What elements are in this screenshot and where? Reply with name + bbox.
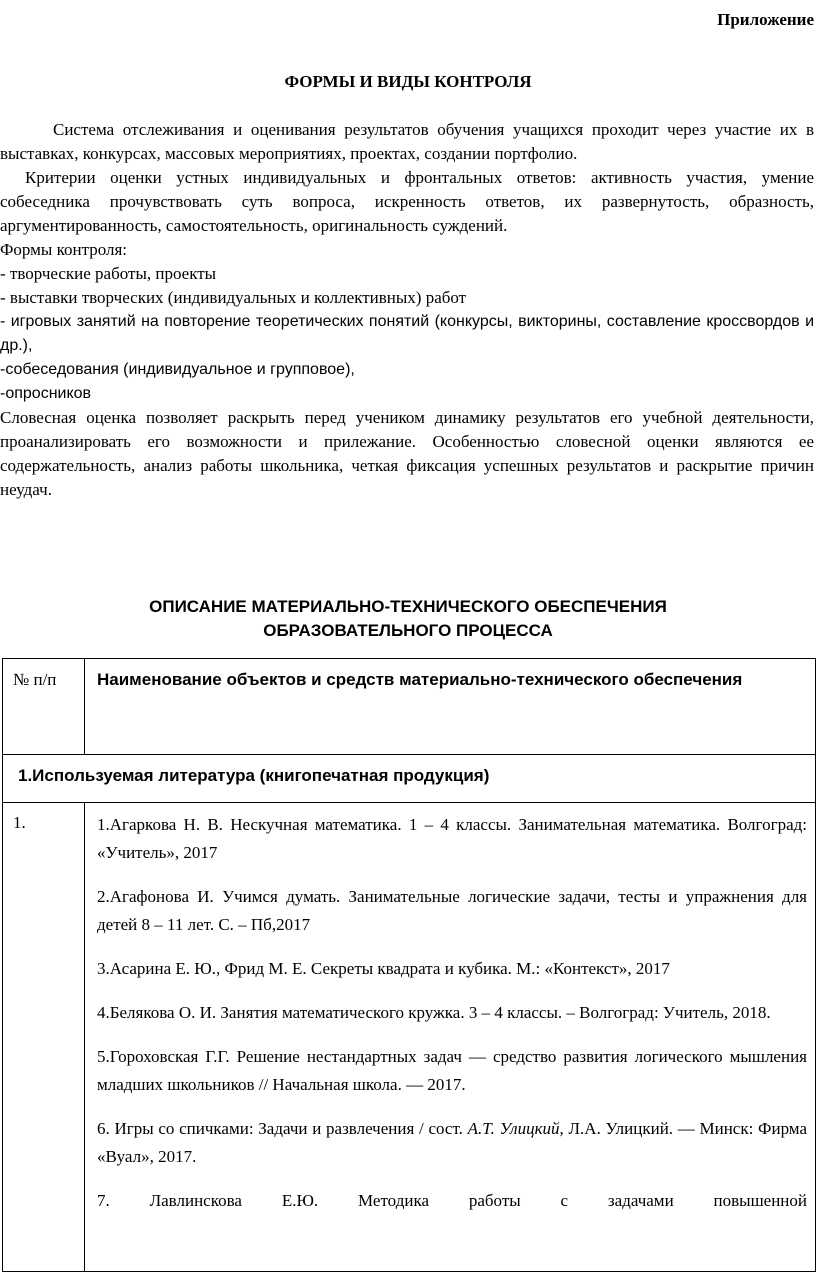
forms-control-title: ФОРМЫ И ВИДЫ КОНТРОЛЯ — [284, 72, 532, 91]
form-item: - творческие работы, проекты — [0, 264, 217, 283]
forms-heading: Формы контроля: — [0, 240, 128, 259]
form-item: -собеседования (индивидуальное и групповое), — [0, 361, 355, 378]
paragraph-criteria: Критерии оценки устных индивидуальных и фронтальных ответов: активность участия, умение собеседника прочувствовать суть вопроса, искренность ответов, их развернутость, образность, аргументированность, самостоятельность, оригинальность суждений. — [0, 168, 814, 235]
paragraph-verbal-assessment: Словесная оценка позволяет раскрыть перед учеником динамику результатов его учебной деятельности, проанализировать его возможности и прилежание. Особенностью словесной оценки являются ее содержательность, анализ работы школьника, четкая фиксация успешных результатов и раскрытие причин неудач. — [0, 408, 814, 499]
intro-text — [0, 118, 814, 502]
table-section-row — [3, 755, 816, 803]
book-item: 1.Агаркова Н. В. Нескучная математика. 1 – 4 классы. Занимательная математика. Волгоград: «Учитель», 2017 — [97, 815, 807, 862]
book-item — [97, 1115, 807, 1171]
paragraph-tracking: Система отслеживания и оценивания результатов обучения учащихся проходит через участие их в выставках, конкурсах, массовых мероприятиях, проектах, создании портфолио. — [0, 120, 814, 163]
book-author: А.Т. Улицкий — [467, 1119, 560, 1138]
appendix-label: Приложение — [717, 10, 814, 29]
book-item: 4.Белякова О. И. Занятия математического кружка. 3 – 4 классы. – Волгоград: Учитель, 2018. — [97, 1003, 771, 1022]
books-cell — [85, 803, 816, 1272]
section-cell: 1.Используемая литература (книгопечатная продукция) — [3, 755, 816, 803]
form-item: - игровых занятий на повторение теоретических понятий (конкурсы, викторины, составление кроссвордов и др.), — [0, 313, 814, 354]
book-item: 5.Гороховская Г.Г. Решение нестандартных задач — средство развития логического мышления младших школьников // Начальная школа. — 2017. — [97, 1047, 807, 1094]
book-item: 7. Лавлинскова Е.Ю. Методика работы с задачами повышенной — [97, 1191, 807, 1210]
header-number-cell: № п/п — [3, 659, 85, 755]
title-line: ОБРАЗОВАТЕЛЬНОГО ПРОЦЕССА — [263, 621, 553, 640]
header-name-cell: Наименование объектов и средств материально-технического обеспечения — [85, 659, 816, 755]
material-support-table — [2, 658, 816, 1272]
form-item: -опросников — [0, 385, 92, 402]
book-prefix: 6. Игры со спичками: Задачи и развлечения / сост. — [97, 1119, 468, 1138]
form-item: - выставки творческих (индивидуальных и коллективных) работ — [0, 288, 467, 307]
book-item: 3.Асарина Е. Ю., Фрид М. Е. Секреты квадрата и кубика. М.: «Контекст», 2017 — [97, 959, 670, 978]
table-header-row — [3, 659, 816, 755]
book-suffix: , Л.А. Улицкий. — Минск: Фирма «Вуал», 2017. — [97, 1119, 807, 1166]
table-row — [3, 803, 816, 1272]
material-support-title — [0, 595, 816, 643]
title-line: ОПИСАНИЕ МАТЕРИАЛЬНО-ТЕХНИЧЕСКОГО ОБЕСПЕЧЕНИЯ — [149, 597, 667, 616]
row-number-cell: 1. — [3, 803, 85, 1272]
book-item: 2.Агафонова И. Учимся думать. Занимательные логические задачи, тесты и упражнения для детей 8 – 11 лет. С. – Пб,2017 — [97, 887, 807, 934]
